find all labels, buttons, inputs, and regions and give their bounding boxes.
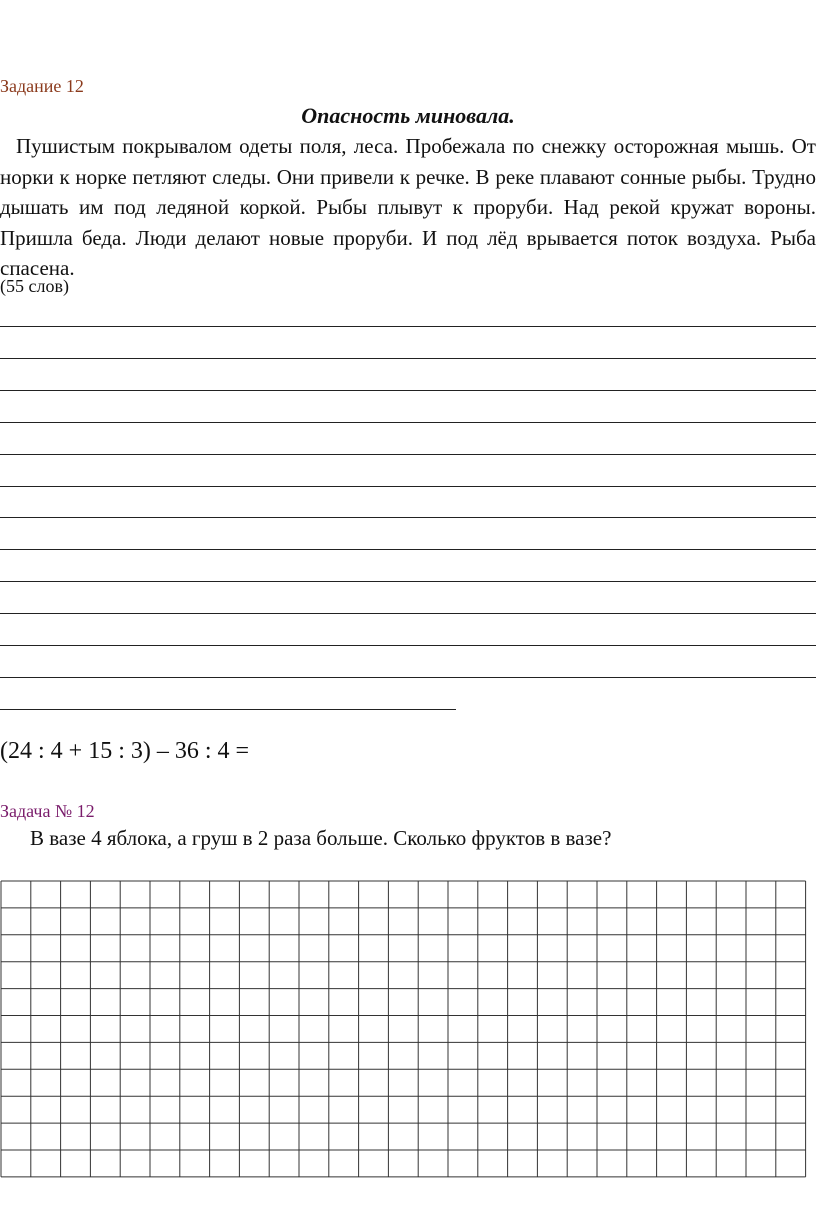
answer-grid — [0, 880, 808, 1178]
writing-line — [0, 390, 816, 391]
dictation-text: Пушистым покрывалом одеты поля, леса. Пробежала по снежку осторожная мышь. От норки к норке петляют следы. Они привели к речке. В реке плавают сонные рыбы. Трудно дышать им под ледяной коркой. Рыбы плывут к проруби. Над рекой кружат вороны. Пришла беда. Люди делают новые проруби. И под лёд врывается поток воздуха. Рыба спасена. — [0, 134, 816, 280]
writing-line — [0, 645, 816, 646]
writing-line — [0, 358, 816, 359]
writing-line — [0, 549, 816, 550]
writing-line — [0, 486, 816, 487]
writing-line — [0, 677, 816, 678]
writing-line-short — [0, 709, 456, 710]
writing-line — [0, 326, 816, 327]
problem-label: Задача № 12 — [0, 801, 95, 821]
writing-line — [0, 581, 816, 582]
writing-line — [0, 613, 816, 614]
writing-line — [0, 517, 816, 518]
dictation-title: Опасность миновала. — [301, 103, 515, 128]
writing-line — [0, 422, 816, 423]
math-expression: (24 : 4 + 15 : 3) – 36 : 4 = — [0, 738, 250, 764]
task-label: Задание 12 — [0, 76, 84, 96]
word-count: (55 слов) — [0, 276, 69, 296]
problem-text: В вазе 4 яблока, а груш в 2 раза больше. Сколько фруктов в вазе? — [30, 826, 612, 850]
writing-line — [0, 454, 816, 455]
